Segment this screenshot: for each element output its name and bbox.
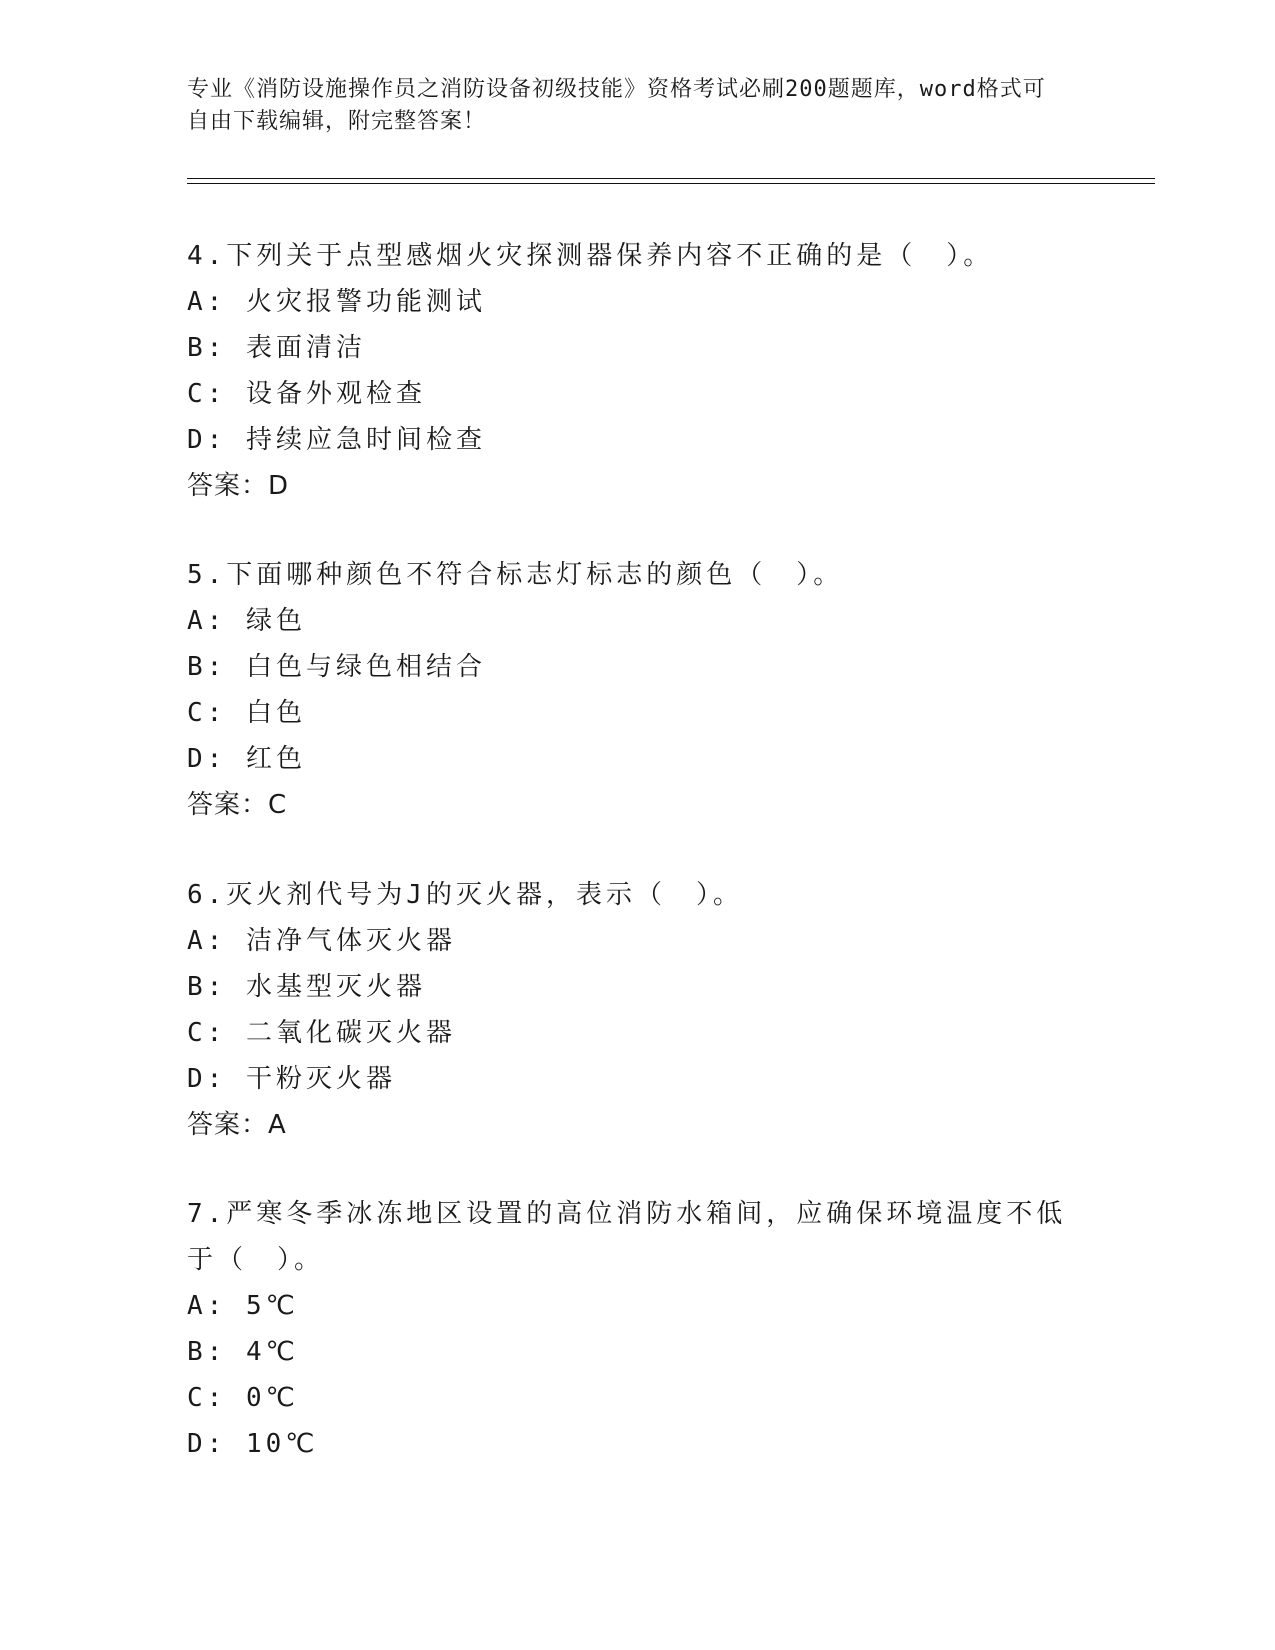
option-a: A: 火灾报警功能测试 — [187, 287, 486, 317]
option-a: A: 绿色 — [187, 606, 306, 636]
option-b: B: 水基型灭火器 — [187, 972, 426, 1002]
option-a: A: 5℃ — [187, 1291, 299, 1321]
question-stem: 7.严寒冬季冰冻地区设置的高位消防水箱间，应确保环境温度不低于（ ）。 — [187, 1199, 1067, 1275]
question-6 — [187, 872, 1087, 1148]
header-divider — [187, 183, 1155, 184]
question-stem: 6.灭火剂代号为J的灭火器，表示（ ）。 — [187, 880, 743, 910]
question-stem: 4.下列关于点型感烟火灾探测器保养内容不正确的是（ ）。 — [187, 241, 994, 271]
option-a: A: 洁净气体灭火器 — [187, 926, 456, 956]
question-4 — [187, 233, 1087, 509]
answer: 答案：D — [187, 471, 290, 501]
document-header: 专业《消防设施操作员之消防设备初级技能》资格考试必刷200题题库，word格式可自由下载编辑，附完整答案！ — [187, 77, 1046, 134]
question-5 — [187, 552, 1087, 828]
option-d: D: 10℃ — [187, 1429, 319, 1459]
option-d: D: 干粉灭火器 — [187, 1064, 396, 1094]
option-d: D: 红色 — [187, 744, 306, 774]
answer: 答案：C — [187, 790, 288, 820]
option-c: C: 0℃ — [187, 1383, 299, 1413]
option-b: B: 4℃ — [187, 1337, 299, 1367]
option-b: B: 表面清洁 — [187, 333, 366, 363]
option-d: D: 持续应急时间检查 — [187, 425, 486, 455]
option-b: B: 白色与绿色相结合 — [187, 652, 486, 682]
option-c: C: 二氧化碳灭火器 — [187, 1018, 456, 1048]
option-c: C: 设备外观检查 — [187, 379, 426, 409]
question-stem: 5.下面哪种颜色不符合标志灯标志的颜色（ ）。 — [187, 560, 844, 590]
header-divider — [187, 178, 1155, 179]
option-c: C: 白色 — [187, 698, 306, 728]
answer: 答案：A — [187, 1110, 287, 1140]
question-7 — [187, 1191, 1087, 1467]
